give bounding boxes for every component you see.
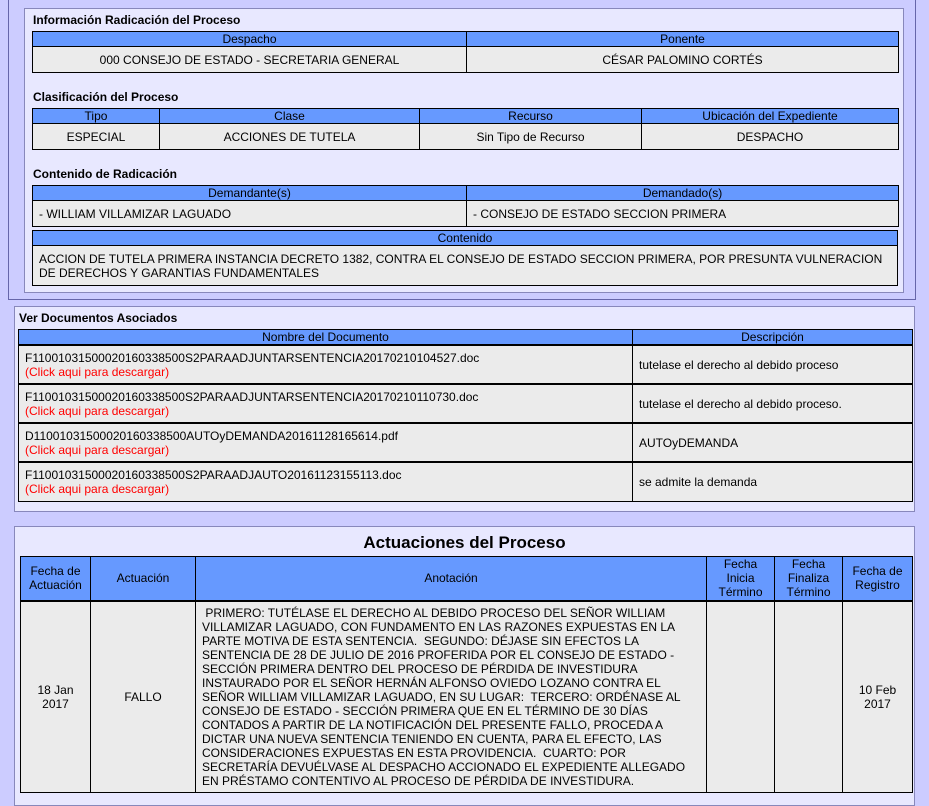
- actuacion-header: Actuación: [91, 557, 196, 601]
- download-link[interactable]: (Click aqui para descargar): [25, 364, 170, 379]
- fecha-inicia-header: Fecha Inicia Término: [707, 557, 775, 601]
- radicacion-panel: [24, 8, 904, 293]
- document-description: AUTOyDEMANDA: [633, 423, 913, 462]
- table-row: [19, 423, 913, 462]
- clasificacion-table: [32, 108, 899, 150]
- ponente-value: CÉSAR PALOMINO CORTÉS: [467, 47, 899, 73]
- table-row: [19, 384, 913, 423]
- fecha-finaliza-value: [775, 601, 843, 793]
- contenido-header: Contenido: [33, 231, 898, 246]
- document-name: F11001031500020160338500S2PARAADJUNTARSENTENCIA20170210110730.doc: [25, 389, 479, 404]
- table-row: [21, 601, 913, 793]
- tipo-value: ESPECIAL: [33, 124, 160, 150]
- ubicacion-value: DESPACHO: [642, 124, 899, 150]
- ubicacion-header: Ubicación del Expediente: [642, 109, 899, 124]
- despacho-header: Despacho: [33, 32, 467, 47]
- fecha-actuacion-header: Fecha de Actuación: [21, 557, 91, 601]
- actuaciones-table: [20, 556, 913, 793]
- contenido-title: Contenido de Radicación: [33, 167, 178, 181]
- demandante-header: Demandante(s): [33, 186, 467, 201]
- fecha-inicia-value: [707, 601, 775, 793]
- descripcion-header: Descripción: [633, 330, 913, 346]
- document-name: F11001031500020160338500S2PARAADJAUTO20161123155113.doc: [25, 467, 402, 482]
- documentos-title: Ver Documentos Asociados: [19, 311, 178, 325]
- fecha-registro-value: 10 Feb 2017: [843, 601, 913, 793]
- fecha-actuacion-value: 18 Jan 2017: [21, 601, 91, 793]
- actuacion-value: FALLO: [91, 601, 196, 793]
- documentos-panel: [14, 306, 915, 512]
- fecha-finaliza-header: Fecha Finaliza Término: [775, 557, 843, 601]
- radicacion-table: [32, 31, 899, 73]
- document-name: D11001031500020160338500AUTOyDEMANDA20161128165614.pdf: [25, 428, 398, 443]
- demandado-header: Demandado(s): [467, 186, 899, 201]
- recurso-header: Recurso: [420, 109, 642, 124]
- radicacion-title: Información Radicación del Proceso: [33, 13, 241, 27]
- actuaciones-title: Actuaciones del Proceso: [363, 533, 566, 552]
- contenido-value: ACCION DE TUTELA PRIMERA INSTANCIA DECRETO 1382, CONTRA EL CONSEJO DE ESTADO SECCION PRIMERA, POR PRESUNTA VULNERACION DE DERECHOS Y GARANTIAS FUNDAMENTALES: [33, 246, 898, 286]
- tipo-header: Tipo: [33, 109, 160, 124]
- download-link[interactable]: (Click aqui para descargar): [25, 442, 170, 457]
- download-link[interactable]: (Click aqui para descargar): [25, 481, 170, 496]
- demandado-value: - CONSEJO DE ESTADO SECCION PRIMERA: [467, 201, 899, 227]
- table-row: [19, 345, 913, 384]
- document-description: tutelase el derecho al debido proceso: [633, 345, 913, 384]
- recurso-value: Sin Tipo de Recurso: [420, 124, 642, 150]
- document-name: F11001031500020160338500S2PARAADJUNTARSENTENCIA20170210104527.doc: [25, 350, 480, 365]
- table-row: [19, 462, 913, 501]
- fecha-registro-header: Fecha de Registro: [843, 557, 913, 601]
- document-description: se admite la demanda: [633, 462, 913, 501]
- demandante-value: - WILLIAM VILLAMIZAR LAGUADO: [33, 201, 467, 227]
- actuaciones-panel: [14, 526, 915, 806]
- anotacion-value: PRIMERO: TUTÉLASE EL DERECHO AL DEBIDO PROCESO DEL SEÑOR WILLIAM VILLAMIZAR LAGUADO, CON FUNDAMENTO EN LAS RAZONES EXPUESTAS EN LA PARTE MOTIVA DE ESTA SENTENCIA. SEGUNDO: DÉJASE SIN EFECTOS LA SENTENCIA DE 28 DE JULIO DE 2016 PROFERIDA POR EL CONSEJO DE ESTADO - SECCIÓN PRIMERA DENTRO DEL PROCESO DE PÉRDIDA DE INVESTIDURA INSTAURADO POR EL SEÑOR HERNÁN ALFONSO OVIEDO LOZANO CONTRA EL SEÑOR WILLIAM VILLAMIZAR LAGUADO, EN SU LUGAR: TERCERO: ORDÉNASE AL CONSEJO DE ESTADO - SECCIÓN PRIMERA QUE EN EL TÉRMINO DE 30 DÍAS CONTADOS A PARTIR DE LA NOTIFICACIÓN DEL PRESENTE FALLO, PROCEDA A DICTAR UNA NUEVA SENTENCIA TENIENDO EN CUENTA, PARA EL EFECTO, LAS CONSIDERACIONES EXPUESTAS EN ESTA PROVIDENCIA. CUARTO: POR SECRETARÍA DEVUÉLVASE AL DESPACHO ACCIONADO EL EXPEDIENTE ALLEGADO EN PRÉSTAMO CONTENTIVO AL PROCESO DE PÉRDIDA DE INVESTIDURA.: [196, 601, 707, 793]
- nombre-documento-header: Nombre del Documento: [19, 330, 633, 346]
- clasificacion-title: Clasificación del Proceso: [33, 90, 179, 104]
- contenido-table: [32, 230, 898, 286]
- clase-header: Clase: [160, 109, 420, 124]
- despacho-value: 000 CONSEJO DE ESTADO - SECRETARIA GENERAL: [33, 47, 467, 73]
- document-description: tutelase el derecho al debido proceso.: [633, 384, 913, 423]
- ponente-header: Ponente: [467, 32, 899, 47]
- clase-value: ACCIONES DE TUTELA: [160, 124, 420, 150]
- documentos-table: [18, 329, 913, 502]
- anotacion-header: Anotación: [196, 557, 707, 601]
- partes-table: [32, 185, 899, 227]
- download-link[interactable]: (Click aqui para descargar): [25, 403, 170, 418]
